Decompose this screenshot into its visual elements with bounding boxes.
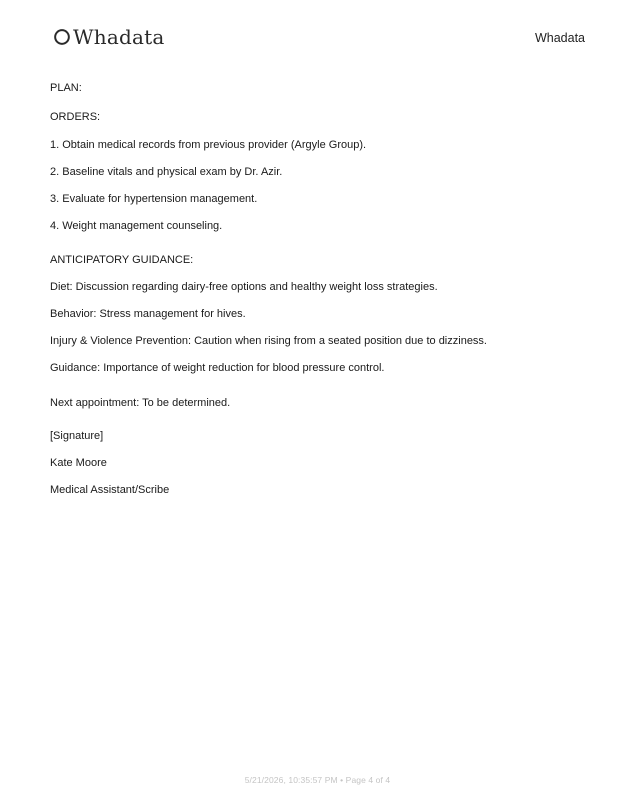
order-item: 2. Baseline vitals and physical exam by Dr. Azir. — [50, 166, 283, 178]
signer-name: Kate Moore — [50, 457, 107, 469]
next-appointment: Next appointment: To be determined. — [50, 397, 231, 409]
signer-title: Medical Assistant/Scribe — [50, 484, 170, 496]
guidance-item: Injury & Violence Prevention: Caution when rising from a seated position due to dizziness. — [50, 335, 487, 347]
guidance-item: Behavior: Stress management for hives. — [50, 308, 246, 320]
plan-heading: PLAN: — [50, 82, 82, 94]
brand-logo — [53, 24, 164, 50]
guidance-item: Guidance: Importance of weight reduction for blood pressure control. — [50, 362, 385, 374]
logo-text: Whadata — [73, 25, 165, 49]
page-footer: 5/21/2026, 10:35:57 PM • Page 4 of 4 — [244, 775, 391, 785]
signature-placeholder: [Signature] — [50, 430, 104, 442]
page-header — [0, 0, 635, 60]
order-item: 1. Obtain medical records from previous provider (Argyle Group). — [50, 139, 367, 151]
orders-heading: ORDERS: — [50, 111, 101, 123]
guidance-item: Diet: Discussion regarding dairy-free options and healthy weight loss strategies. — [50, 281, 438, 293]
header-brand-name: Whadata — [534, 31, 585, 45]
order-item: 4. Weight management counseling. — [50, 220, 223, 232]
circle-logo-icon — [53, 28, 71, 46]
order-item: 3. Evaluate for hypertension management. — [50, 193, 258, 205]
guidance-heading: ANTICIPATORY GUIDANCE: — [50, 254, 194, 266]
